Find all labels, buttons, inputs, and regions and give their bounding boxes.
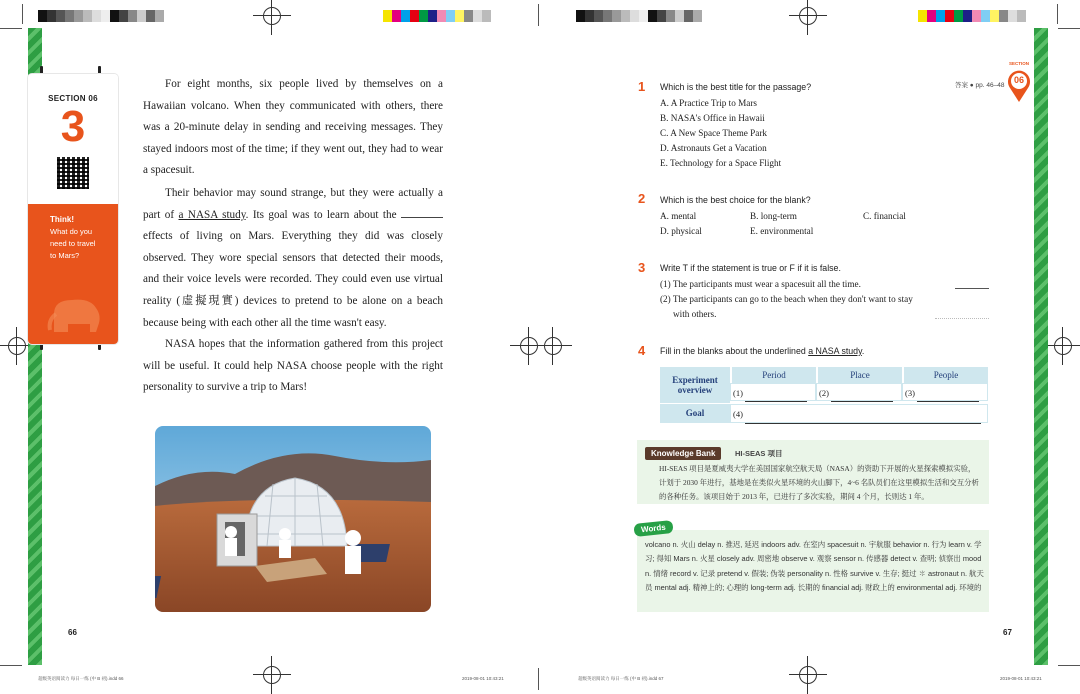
table-cell-input[interactable]: (2) [816,383,902,401]
knowledge-bank-tag: Knowledge Bank [645,447,721,460]
crop-mark [0,665,22,666]
answer-blank[interactable] [935,318,989,319]
paragraph-3: NASA hopes that the information gathered from this project will be useful. It could help NASA choose people with the right personality to survive a trip to Mars! [143,338,443,394]
answer-option[interactable]: C. financial [863,211,906,221]
paragraph-1: For eight months, six people lived by themselves on a Hawaiian volcano. When they communicated with others, there was a 20-minute delay in sending and receiving messages. They stayed indoors most of the time; if they went out, they had to wear a spacesuit. [143,78,443,177]
badge-number: 06 [1013,75,1024,85]
column-header: People [904,367,988,383]
registration-mark [540,333,566,359]
knowledge-bank-subtitle: HI-SEAS 项目 [735,449,783,458]
column-header: Place [818,367,902,383]
table-cell-input[interactable]: (1) [730,383,816,401]
qr-code[interactable] [57,157,89,189]
color-bar-right-cmyk [918,10,1026,22]
question-number: 1 [638,79,646,94]
answer-option[interactable]: D. Astronauts Get a Vacation [660,143,767,153]
crop-mark [538,668,539,690]
answer-option[interactable]: B. NASA's Office in Hawaii [660,113,765,123]
knowledge-bank-box [637,440,989,504]
page-number-left: 66 [68,628,77,637]
answer-option[interactable]: E. Technology for a Space Flight [660,158,782,168]
registration-mark [259,3,285,29]
think-line: need to travel [50,239,96,248]
section-card [28,74,118,344]
statement-item: with others. [673,309,717,319]
table-cell-input[interactable]: (4) [730,404,988,423]
registration-mark [795,662,821,688]
crop-mark [1058,665,1080,666]
column-header: Period [732,367,816,383]
crop-mark [1058,28,1080,29]
color-bar-left [38,10,164,22]
knowledge-bank-text: HI-SEAS 项目是夏威夷大学在美国国家航空航天局（NASA）的资助下开展的火星探索模拟实验，计划于 2030 年进行，基地是在类似火星环境的火山脚下，4~6 名队员们在这里模拟生活和交互分析的各种任务。该项目始于 2013 年，已进行了多次实验，期间 4 个月，长则达 1 年。 [659,464,979,501]
crop-mark [538,4,539,26]
fill-in-table [660,367,988,423]
color-bar-right [576,10,702,22]
think-line: to Mars? [50,251,80,260]
answer-option[interactable]: C. A New Space Theme Park [660,128,767,138]
think-box [28,204,118,344]
row-header: Goal [660,404,730,423]
color-bar-left-cmyk [383,10,491,22]
registration-mark [4,333,30,359]
statement-item: (2) The participants can go to the beach when they don't want to stay [660,294,913,304]
words-tag: Words [633,520,673,537]
underlined-nasa-study: a NASA study [808,346,862,356]
answer-blank [401,217,443,218]
registration-mark [259,662,285,688]
answer-option[interactable]: A. mental [660,211,697,221]
question-prompt: Write T if the statement is true or F if it is false. [660,263,841,273]
registration-mark [795,3,821,29]
underlined-nasa-study: a NASA study [178,208,246,221]
question-prompt: Which is the best title for the passage? [660,82,812,92]
think-line: What do you [50,227,93,236]
section-number: 3 [60,102,86,151]
slug-file-right: 超级英语阅读力 每日一练 (中 B 初).indd 67 [578,676,664,681]
paragraph-2: Their behavior may sound strange, but they were actually a part of a NASA study. Its goal was to learn about the effects of living on Mars. Everything they did was closely observed. They wore special sensors that detected their moods, and their voice levels were recorded. They could even use virtual reality (虛擬現實) devices to pretend to be alone on a beach because being with each other all the time wasn't easy. [143,187,443,329]
card-pin [40,66,43,74]
answer-option[interactable]: D. physical [660,226,702,236]
card-pin [98,66,101,74]
section-badge [1006,61,1032,100]
question-prompt: Fill in the blanks about the underlined a NASA study. [660,346,865,356]
registration-mark [516,333,542,359]
statement-item: (1) The participants must wear a spacesuit all the time. [660,279,861,289]
green-edge-stripe-right [1034,28,1048,665]
question-number: 3 [638,260,646,275]
slug-date-right: 2019-08-01 10:43:21 [1000,676,1042,681]
registration-mark [1050,333,1076,359]
question-number: 4 [638,343,646,358]
page-number-right: 67 [1003,628,1012,637]
answer-option[interactable]: E. environmental [750,226,814,236]
answer-blank[interactable] [955,288,989,289]
section-label: SECTION 06 [48,94,98,103]
slug-date-left: 2019-08-01 10:43:21 [462,676,504,681]
crop-mark [1057,4,1058,24]
crop-mark [22,4,23,24]
answer-option[interactable]: B. long-term [750,211,797,221]
table-cell-input[interactable]: (3) [902,383,988,401]
slug-file-left: 超级英语阅读力 每日一练 (中 B 初).indd 66 [38,676,124,681]
crop-mark [0,28,22,29]
answer-option[interactable]: A. A Practice Trip to Mars [660,98,757,108]
answer-reference: 答案 ● pp. 46–48 [955,82,1005,89]
elephant-icon [46,292,106,334]
habitat-illustration [155,426,431,612]
question-prompt: Which is the best choice for the blank? [660,195,811,205]
row-header: Experiment overview [660,367,730,403]
question-number: 2 [638,191,646,206]
badge-label: SECTION [1008,61,1029,66]
think-title: Think! [50,215,74,224]
words-text: volcano n. 火山 delay n. 推迟, 延迟 indoors adv. 在室内 spacesuit n. 宇航服 behavior n. 行为 learn v. 学习; 得知 Mars n. 火星 closely adv. 周密地 observe v. 观察 sensor n. 传感器 detect v. 查明; 侦察出 mood n. 情绪 record v. 记录 pretend v. 假装; 伪装 personality n. 性格 survive v. 生存; 挺过 ✽ astronaut n. 航天员 mental adj. 精神上的; 心理的 long-term adj. 长期的 financial adj. 财政上的 environmental adj. 环境的 [645,540,984,593]
